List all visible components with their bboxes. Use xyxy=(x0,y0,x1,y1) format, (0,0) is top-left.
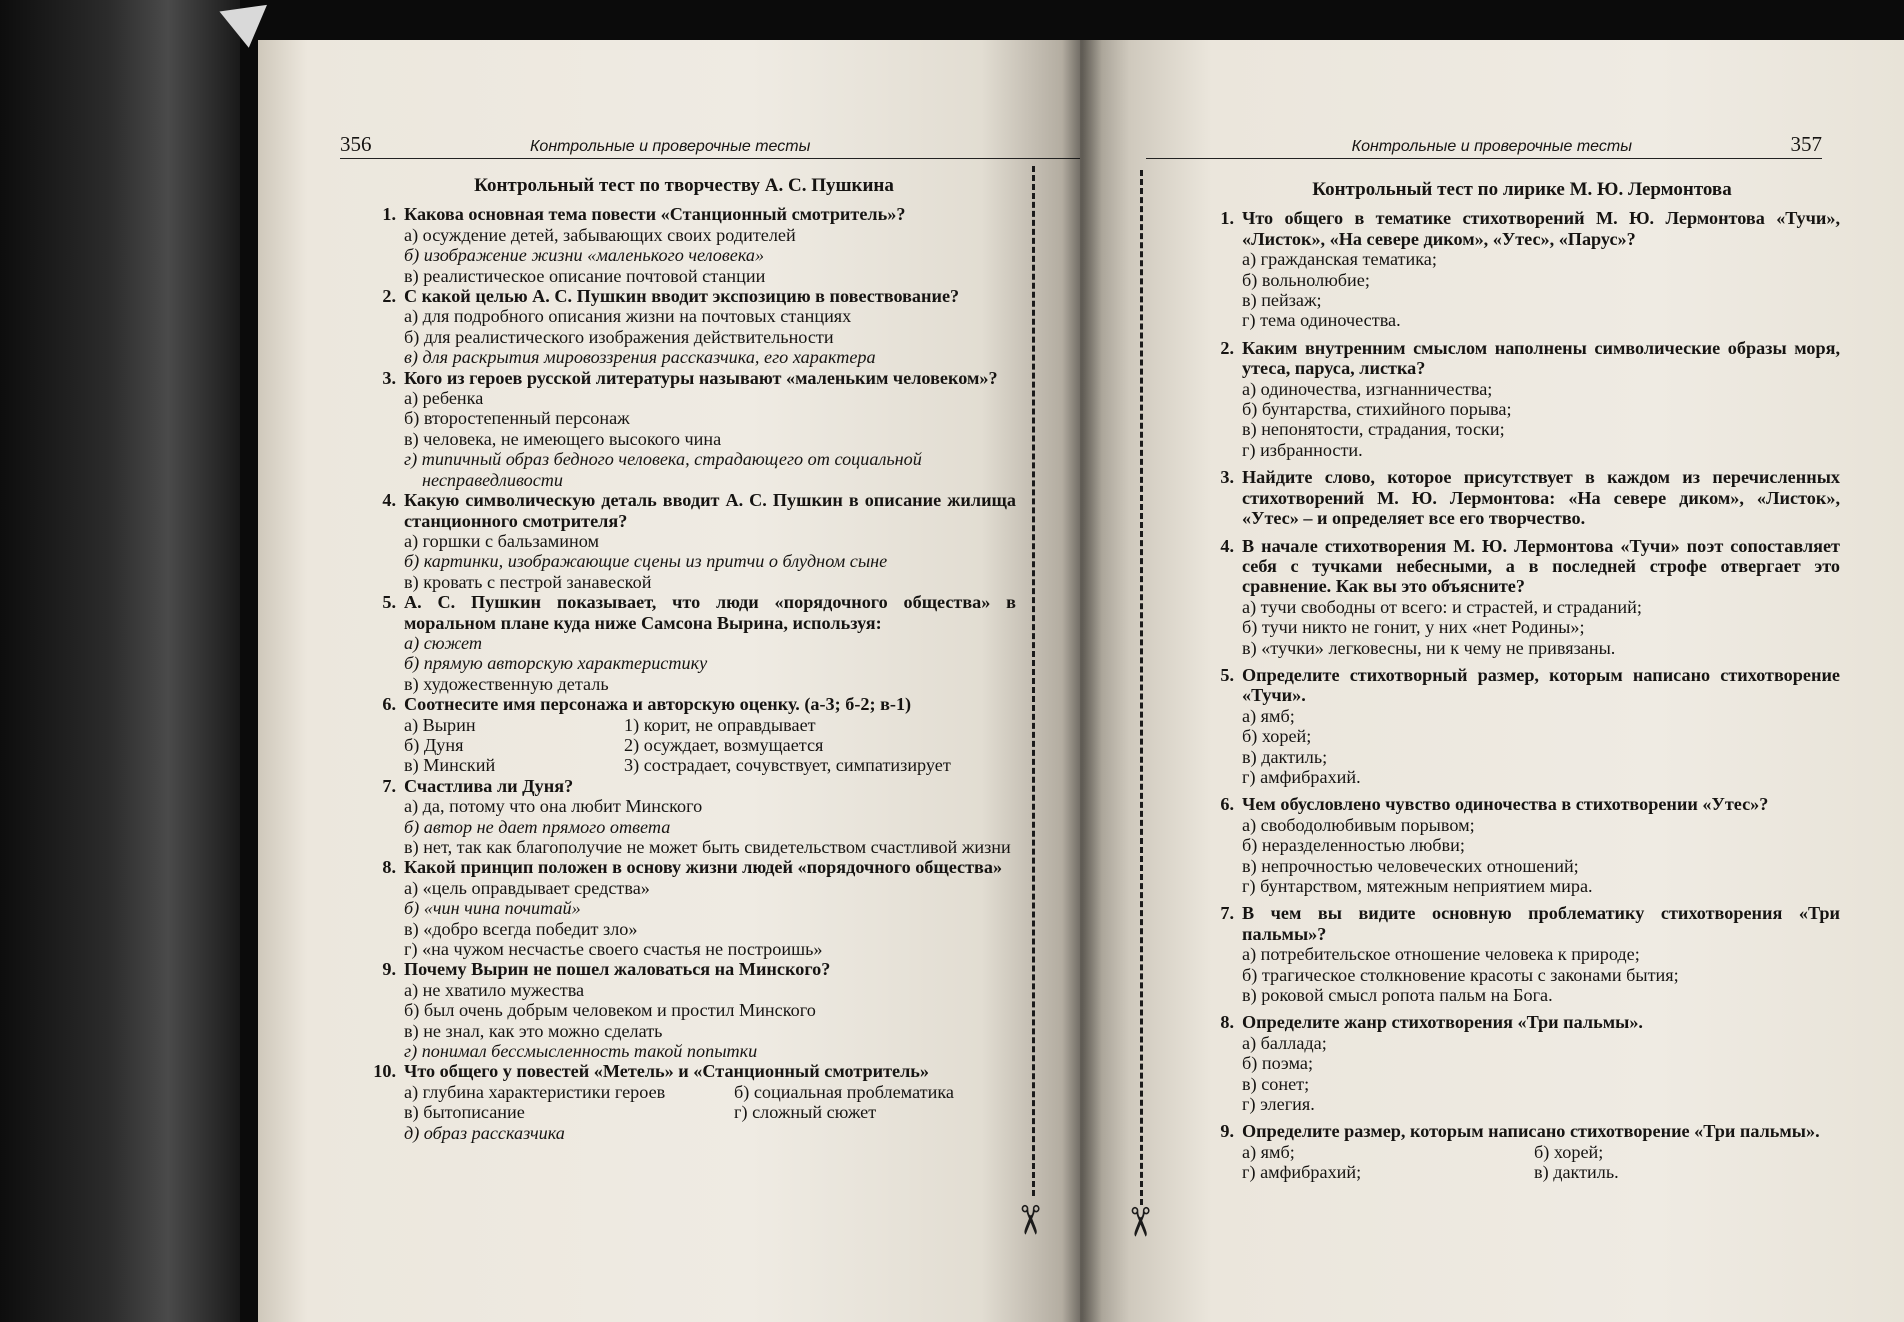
test-title: Контрольный тест по творчеству А. С. Пушкина xyxy=(474,175,894,196)
answer-option: б) хорей; xyxy=(1242,726,1312,747)
scissors-icon: ✂ xyxy=(1006,1203,1052,1237)
answer-option: а) «цель оправдывает средства» xyxy=(404,877,650,898)
question xyxy=(352,1061,1016,1143)
answer-option: в) не знал, как это можно сделать xyxy=(404,1020,663,1041)
question-text: Соотнесите имя персонажа и авторскую оценку. (а-3; б-2; в-1) xyxy=(404,694,912,715)
answer-option: а) свободолюбивым порывом; xyxy=(1242,814,1475,835)
answer-option: в) роковой смысл ропота пальм на Бога. xyxy=(1242,985,1553,1006)
answer-option: г) избранности. xyxy=(1242,439,1363,460)
answer-option: а) осуждение детей, забывающих своих родителей xyxy=(404,224,796,245)
match-character: б) Дуня xyxy=(404,734,464,755)
page-right xyxy=(1080,40,1904,1322)
page-number: 356 xyxy=(340,132,372,156)
answer-option: а) глубина характеристики героев xyxy=(404,1081,666,1102)
question xyxy=(1204,338,1840,460)
answer-option: б) тучи никто не гонит, у них «нет Родины»; xyxy=(1242,617,1585,638)
answer-option: б) трагическое столкновение красоты с законами бытия; xyxy=(1242,964,1679,985)
match-row xyxy=(404,715,951,735)
question-text: Какую символическую деталь вводит А. С. Пушкин в описание жилища станционного смотрителя? xyxy=(404,490,1016,531)
answer-option: г) «на чужом несчастье своего счастья не построишь» xyxy=(404,939,823,960)
question-text: Определите жанр стихотворения «Три пальмы». xyxy=(1242,1012,1643,1033)
answer-option: б) для реалистического изображения действительности xyxy=(404,326,834,347)
answer-option: д) образ рассказчика xyxy=(404,1122,565,1143)
answer-option: б) хорей; xyxy=(1534,1141,1604,1162)
running-title: Контрольные и проверочные тесты xyxy=(530,138,811,155)
match-row xyxy=(404,735,951,755)
pushkin-test xyxy=(352,174,1016,1143)
answer-option: б) картинки, изображающие сцены из притчи о блудном сыне xyxy=(404,551,888,572)
match-row xyxy=(404,755,951,775)
question-number: 1. xyxy=(382,204,396,225)
question xyxy=(1204,794,1840,896)
question-number: 2. xyxy=(1220,337,1234,358)
match-assessment: 1) корит, не оправдывает xyxy=(624,714,816,735)
question-number: 8. xyxy=(382,857,396,878)
question-number: 5. xyxy=(382,592,396,613)
page-left xyxy=(258,40,1080,1322)
answer-option: в) пейзаж; xyxy=(1242,290,1322,311)
question-number: 9. xyxy=(382,959,396,980)
answer-option: г) тема одиночества. xyxy=(1242,310,1401,331)
question-number: 3. xyxy=(382,367,396,388)
running-title: Контрольные и проверочные тесты xyxy=(1351,138,1632,155)
match-assessment: 2) осуждает, возмущается xyxy=(624,734,824,755)
answer-option: б) поэма; xyxy=(1242,1053,1314,1074)
answer-option: б) бунтарства, стихийного порыва; xyxy=(1242,399,1512,420)
answer-option: г) понимал бессмысленность такой попытки xyxy=(404,1041,758,1062)
question-list xyxy=(1204,208,1840,1182)
question xyxy=(352,286,1016,368)
question-number: 6. xyxy=(382,694,396,715)
question xyxy=(352,490,1016,592)
question-number: 10. xyxy=(373,1061,396,1082)
answer-option: в) непрочностью человеческих отношений; xyxy=(1242,855,1579,876)
question-text: Что общего в тематике стихотворений М. Ю. Лермонтова «Тучи», «Листок», «На севере диком», «Утес», «Парус»? xyxy=(1242,208,1840,249)
answer-option: а) гражданская тематика; xyxy=(1242,249,1437,270)
lermontov-test xyxy=(1204,178,1840,1190)
question-text: Найдите слово, которое присутствует в каждом из перечисленных стихотворений М. Ю. Лермонтова: «На севере диком», «Листок», «Утес» – и определяет все его творчество. xyxy=(1242,467,1840,529)
answer-option: а) горшки с бальзамином xyxy=(404,530,599,551)
answer-option: в) «добро всегда победит зло» xyxy=(404,918,638,939)
question-text: Каким внутренним смыслом наполнены символические образы моря, утеса, паруса, листка? xyxy=(1242,337,1840,379)
question xyxy=(352,959,1016,1061)
question-list xyxy=(352,204,1016,1143)
question-number: 7. xyxy=(382,775,396,796)
answer-option: б) прямую авторскую характеристику xyxy=(404,653,708,674)
option-row xyxy=(404,1082,954,1102)
question-text: Почему Вырин не пошел жаловаться на Минского? xyxy=(404,959,831,980)
question xyxy=(1204,665,1840,787)
question-number: 3. xyxy=(1220,467,1234,488)
answer-option: в) «тучки» легковесны, ни к чему не привязаны. xyxy=(1242,637,1616,658)
answer-option: в) человека, не имеющего высокого чина xyxy=(404,428,722,449)
question-number: 8. xyxy=(1220,1012,1234,1033)
answer-option: г) амфибрахий; xyxy=(1242,1162,1362,1183)
answer-option: а) баллада; xyxy=(1242,1032,1327,1053)
answer-option: в) нет, так как благополучие не может быть свидетельством счастливой жизни xyxy=(404,837,1011,857)
question xyxy=(352,368,1016,490)
question-text: А. С. Пушкин показывает, что люди «порядочного общества» в моральном плане куда ниже Самсона Вырина, используя: xyxy=(404,592,1016,633)
question xyxy=(352,776,1016,858)
question-text: Счастлива ли Дуня? xyxy=(404,775,574,796)
answer-option: а) ребенка xyxy=(404,388,484,409)
question-text: Определите стихотворный размер, которым написано стихотворение «Тучи». xyxy=(1242,664,1840,706)
answer-option: в) бытописание xyxy=(404,1102,525,1123)
book-edge-shadow xyxy=(0,0,240,1322)
question xyxy=(1204,1121,1840,1182)
answer-option: б) второстепенный персонаж xyxy=(404,408,630,429)
answer-option: б) социальная проблематика xyxy=(734,1081,954,1102)
option-grid xyxy=(404,1082,954,1123)
answer-option: б) вольнолюбие; xyxy=(1242,269,1370,290)
answer-option: в) дактиль; xyxy=(1242,746,1328,767)
answer-option: в) художественную деталь xyxy=(404,673,609,694)
answer-option: а) да, потому что она любит Минского xyxy=(404,796,703,817)
answer-option: а) ямб; xyxy=(1242,705,1295,726)
question-number: 4. xyxy=(382,490,396,511)
scissors-icon: ✂ xyxy=(1116,1205,1162,1239)
answer-option: б) изображение жизни «маленького человека» xyxy=(404,245,765,266)
match-character: а) Вырин xyxy=(404,714,476,735)
question-text: Определите размер, которым написано стихотворение «Три пальмы». xyxy=(1242,1121,1820,1142)
answer-option: в) кровать с пестрой занавеской xyxy=(404,571,652,592)
question-number: 6. xyxy=(1220,794,1234,815)
page-number: 357 xyxy=(1790,132,1822,156)
question xyxy=(1204,467,1840,528)
question-text: В чем вы видите основную проблематику стихотворения «Три пальмы»? xyxy=(1242,903,1840,944)
question xyxy=(1204,903,1840,1005)
match-table xyxy=(404,715,951,776)
answer-option: а) ямб; xyxy=(1242,1141,1295,1162)
answer-option: а) потребительское отношение человека к природе; xyxy=(1242,944,1640,965)
question xyxy=(352,204,1016,286)
answer-option: а) сюжет xyxy=(404,632,482,653)
question-text: С какой целью А. С. Пушкин вводит экспозицию в повествование? xyxy=(404,286,960,307)
question xyxy=(1204,536,1840,658)
answer-option: а) одиночества, изгнанничества; xyxy=(1242,378,1493,399)
question xyxy=(352,857,1016,959)
answer-option: г) типичный образ бедного человека, страдающего от социальной несправедливости xyxy=(404,449,922,490)
answer-option: а) для подробного описания жизни на почтовых станциях xyxy=(404,306,852,327)
question-number: 1. xyxy=(1220,208,1234,229)
answer-option: в) дактиль. xyxy=(1534,1162,1619,1183)
cut-line xyxy=(1140,170,1143,1205)
answer-option: б) «чин чина почитай» xyxy=(404,898,581,919)
question xyxy=(352,592,1016,694)
question-text: Какова основная тема повести «Станционный смотритель»? xyxy=(404,204,906,225)
question-text: В начале стихотворения М. Ю. Лермонтова «Тучи» поэт сопоставляет себя с тучками небесными, а в последней строфе отвергает это сравнение. Как вы это объясните? xyxy=(1242,535,1840,597)
match-assessment: 3) сострадает, сочувствует, симпатизирует xyxy=(624,755,951,776)
question-number: 2. xyxy=(382,286,396,307)
page-header-left xyxy=(340,128,1080,159)
answer-option: б) автор не дает прямого ответа xyxy=(404,816,671,837)
answer-option: в) сонет; xyxy=(1242,1073,1310,1094)
question-number: 9. xyxy=(1220,1121,1234,1142)
question xyxy=(1204,208,1840,330)
answer-option: в) непонятости, страдания, тоски; xyxy=(1242,419,1505,440)
answer-option: г) элегия. xyxy=(1242,1094,1315,1115)
cut-line xyxy=(1032,166,1035,1196)
question xyxy=(352,694,1016,776)
option-row xyxy=(404,1102,954,1122)
question-number: 5. xyxy=(1220,664,1234,685)
test-title: Контрольный тест по лирике М. Ю. Лермонтова xyxy=(1312,179,1732,200)
answer-option: в) для раскрытия мировоззрения рассказчика, его характера xyxy=(404,347,876,368)
question-text: Что общего у повестей «Метель» и «Станционный смотритель» xyxy=(404,1061,930,1082)
option-row xyxy=(1242,1162,1619,1182)
question xyxy=(1204,1012,1840,1114)
question-text: Кого из героев русской литературы называют «маленьким человеком»? xyxy=(404,367,998,388)
answer-option: г) сложный сюжет xyxy=(734,1102,877,1123)
question-text: Чем обусловлено чувство одиночества в стихотворении «Утес»? xyxy=(1242,794,1769,815)
question-number: 4. xyxy=(1220,535,1234,556)
option-grid xyxy=(1242,1142,1619,1183)
question-text: Какой принцип положен в основу жизни людей «порядочного общества» xyxy=(404,857,1003,878)
answer-option: а) тучи свободны от всего: и страстей, и страданий; xyxy=(1242,596,1642,617)
option-row xyxy=(1242,1142,1619,1162)
match-character: в) Минский xyxy=(404,755,496,776)
answer-option: г) бунтарством, мятежным неприятием мира. xyxy=(1242,876,1593,896)
answer-option: б) был очень добрым человеком и простил Минского xyxy=(404,1000,816,1021)
answer-option: г) амфибрахий. xyxy=(1242,766,1361,787)
book-gutter xyxy=(1062,40,1102,1322)
question-number: 7. xyxy=(1220,903,1234,924)
page-header-right xyxy=(1146,128,1822,159)
answer-option: в) реалистическое описание почтовой станции xyxy=(404,265,766,286)
answer-option: а) не хватило мужества xyxy=(404,979,585,1000)
answer-option: б) неразделенностью любви; xyxy=(1242,835,1465,856)
